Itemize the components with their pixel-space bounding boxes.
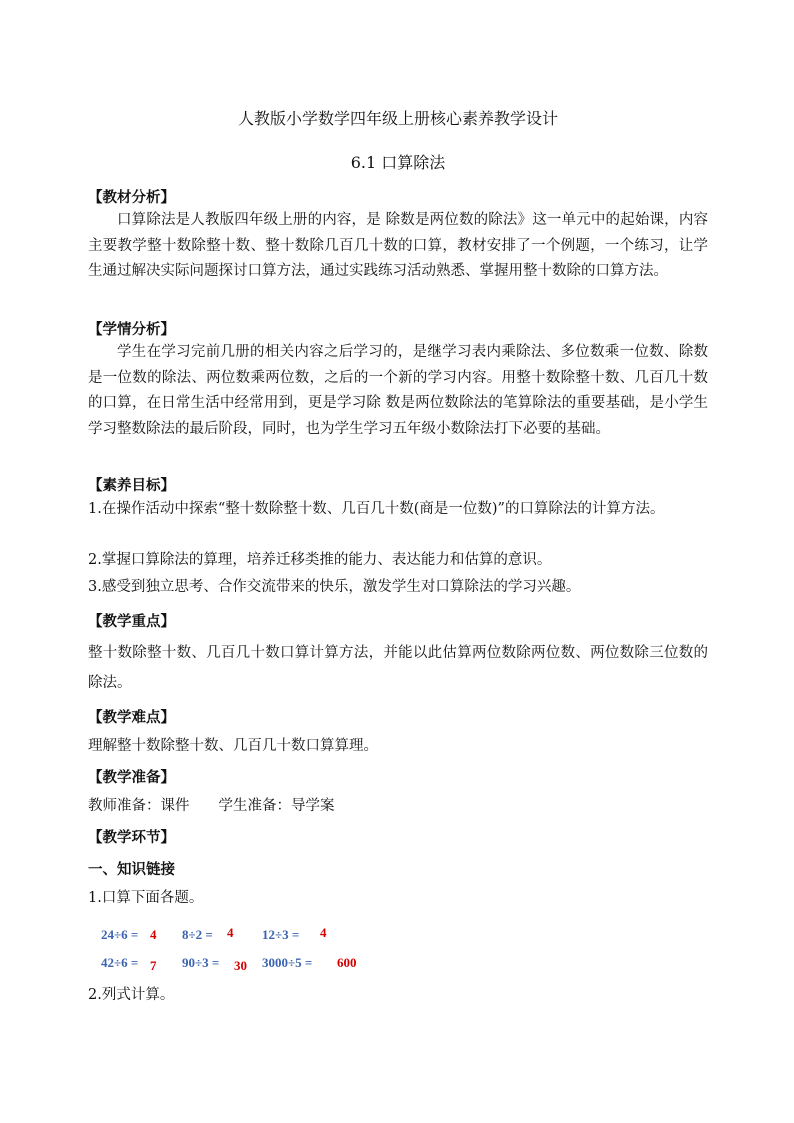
heading-difficulties: 【教学难点】 [88,710,175,726]
heading-goals: 【素养目标】 [88,478,175,494]
calc-expr: 42÷6 = [101,955,139,970]
calc-expr: 8÷2 = [182,927,213,942]
preparation-body: 教师准备：课件 学生准备：导学案 [88,798,335,814]
heading-key-points: 【教学重点】 [88,614,175,630]
part1-heading: 一、知识链接 [88,862,175,878]
heading-learner-analysis: 【学情分析】 [88,322,175,338]
calc-answer: 30 [234,958,247,973]
calc-answer: 4 [150,927,157,942]
question-2: 2.列式计算。 [88,987,175,1003]
document-title: 人教版小学数学四年级上册核心素养教学设计 [237,109,558,128]
textbook-analysis-body: 口算除法是人教版四年级上册的内容，是 除数是两位数的除法》这一单元中的起始课，内容主要教学整十数除整十数、整十数除几百几十数的口算，教材安排了一个例题，一个练习，让学生通过解决实际问题探讨口算方法，通过实践练习活动熟悉、掌握用整十数除的口算方法。 [88,212,708,279]
goal-item-1: 1.在操作活动中探索“整十数除整十数、几百几十数(商是一位数)”的口算除法的计算方法。 [88,501,665,517]
learner-analysis-body: 学生在学习完前几册的相关内容之后学习的，是继学习表内乘除法、多位数乘一位数、除数是一位数的除法、两位数乘两位数，之后的一个新的学习内容。用整十数除整十数、几百几十数的口算，在日常生活中经常用到，更是学习除 数是两位数除法的笔算除法的重要基础，是小学生学习整数除法的最后阶段，同时，也为学生学习五年级小数除法打下必要的基础。 [88,344,708,437]
heading-process: 【教学环节】 [88,830,175,846]
calc-answer: 4 [227,925,234,940]
key-points-body: 整十数除整十数、几百几十数口算计算方法，并能以此估算两位数除两位数、两位数除三位数的除法。 [88,645,708,691]
question-1: 1.口算下面各题。 [88,890,204,906]
heading-preparation: 【教学准备】 [88,770,175,786]
calc-expr: 12÷3 = [262,927,300,942]
difficulties-body: 理解整十数除整十数、几百几十数口算算理。 [88,738,378,754]
calc-expr: 3000÷5 = [262,955,313,970]
lesson-title: 6.1 口算除法 [350,153,446,172]
calc-answer: 4 [320,925,327,940]
calc-answer: 7 [150,958,157,973]
goal-item-2: 2.掌握口算除法的算理，培养迁移类推的能力、表达能力和估算的意识。 [88,552,552,568]
calc-expr: 90÷3 = [182,955,220,970]
calc-expr: 24÷6 = [101,927,139,942]
goal-item-3: 3.感受到独立思考、合作交流带来的快乐，激发学生对口算除法的学习兴趣。 [88,579,581,595]
heading-textbook-analysis: 【教材分析】 [88,190,175,206]
calc-answer: 600 [337,955,357,970]
